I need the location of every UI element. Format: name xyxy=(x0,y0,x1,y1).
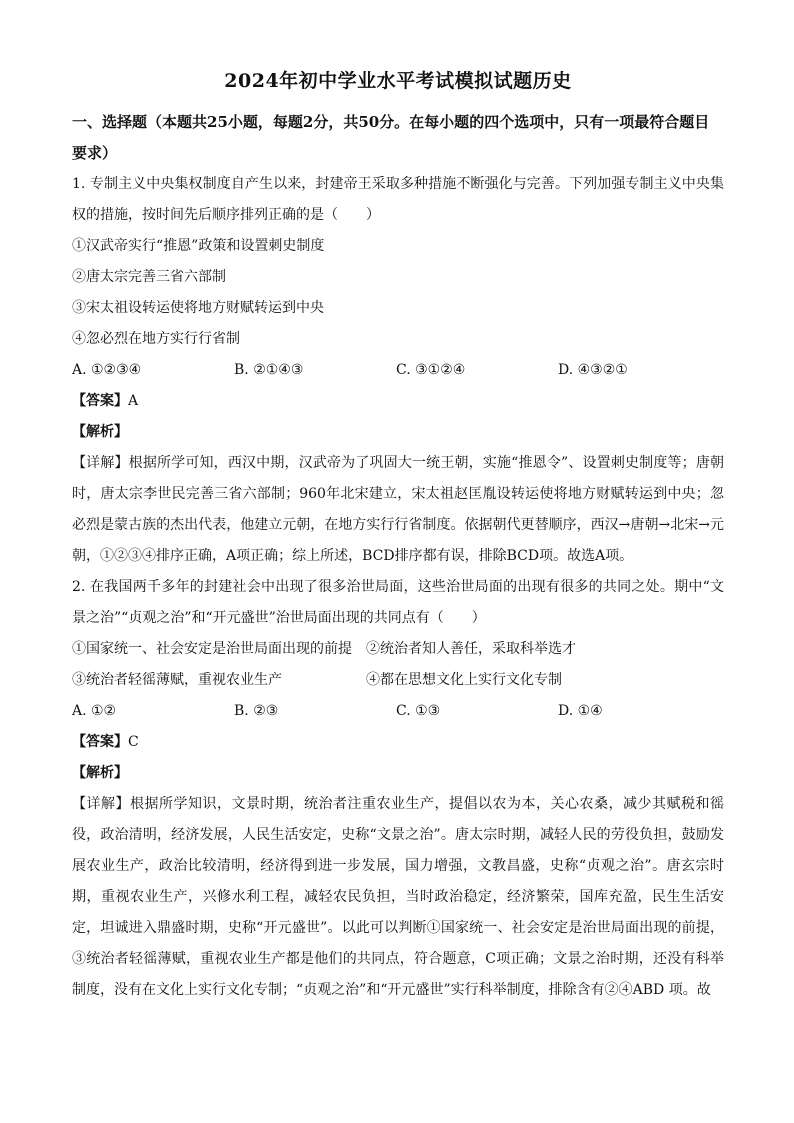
statement-item: ①国家统一、社会安定是治世局面出现的前提 xyxy=(72,641,352,657)
question-1 xyxy=(72,169,724,572)
detail-text: 【详解】根据所学可知，西汉中期，汉武帝为了巩固大一统王朝，实施“推恩令”、设置刺史制度等；唐朝时，唐太宗李世民完善三省六部制；960年北宋建立，宋太祖赵匡胤设转运使将地方财赋转运到中央；忽必烈是蒙古族的杰出代表，他建立元朝，在地方实行行省制度。依据朝代更替顺序，西汉→唐朝→北宋→元朝，①②③④排序正确，A项正确；综上所述，BCD排序都有误，排除BCD项。故选A项。 xyxy=(72,455,724,564)
option-c: C. ③①②④ xyxy=(396,362,466,378)
option-a: A. ①②③④ xyxy=(72,362,142,378)
option-d: D. ④③②① xyxy=(558,362,628,378)
question-2 xyxy=(72,572,724,1006)
section-heading: 一、选择题（本题共25小题，每题2分，共50分。在每小题的四个选项中，只有一项最符合题目要求） xyxy=(72,113,710,162)
answer-line xyxy=(72,727,724,758)
exam-page xyxy=(72,66,724,1006)
statement-item: ④都在思想文化上实行文化专制 xyxy=(366,672,562,688)
option-b: B. ②③ xyxy=(234,703,279,719)
statement-item: ④忽必烈在地方实行行省制 xyxy=(72,331,240,347)
answer-line xyxy=(72,386,724,417)
answer-value: C xyxy=(128,734,139,750)
statement-row xyxy=(72,634,724,665)
analysis-label: 【解析】 xyxy=(72,765,128,781)
answer-label: 【答案】 xyxy=(72,734,128,750)
question-stem: 1. 专制主义中央集权制度自产生以来，封建帝王采取多种措施不断强化与完善。下列加强专制主义中央集权的措施，按时间先后顺序排列正确的是（ ） xyxy=(72,176,724,223)
answer-value: A xyxy=(128,393,139,409)
option-d: D. ①④ xyxy=(558,703,603,719)
question-stem: 2. 在我国两千多年的封建社会中出现了很多治世局面，这些治世局面的出现有很多的共同之处。期中“文景之治”“贞观之治”和“开元盛世”治世局面出现的共同点有（ ） xyxy=(72,579,724,626)
statement-item: ③宋太祖设转运使将地方财赋转运到中央 xyxy=(72,300,324,316)
statement-item: ②统治者知人善任，采取科举选才 xyxy=(366,641,576,657)
statement-row xyxy=(72,665,724,696)
option-b: B. ②①④③ xyxy=(234,362,304,378)
answer-label: 【答案】 xyxy=(72,393,128,409)
answer-options xyxy=(72,355,724,386)
option-a: A. ①② xyxy=(72,703,117,719)
option-c: C. ①③ xyxy=(396,703,441,719)
statement-item: ①汉武帝实行“推恩”政策和设置刺史制度 xyxy=(72,238,325,254)
answer-options xyxy=(72,696,724,727)
statement-item: ②唐太宗完善三省六部制 xyxy=(72,269,226,285)
page-title: 2024年初中学业水平考试模拟试题历史 xyxy=(224,70,572,92)
statement-item: ③统治者轻徭薄赋，重视农业生产 xyxy=(72,672,282,688)
detail-text: 【详解】根据所学知识，文景时期，统治者注重农业生产，提倡以农为本，关心农桑，减少其赋税和徭役，政治清明，经济发展，人民生活安定，史称“文景之治”。唐太宗时期，减轻人民的劳役负担，鼓励发展农业生产，政治比较清明，经济得到进一步发展，国力增强，文教昌盛，史称“贞观之治”。唐玄宗时期，重视农业生产，兴修水利工程，减轻农民负担，当时政治稳定，经济繁荣，国库充盈，民生生活安定，坦诚进入鼎盛时期，史称“开元盛世”。以此可以判断①国家统一、社会安定是治世局面出现的前提，③统治者轻徭薄赋，重视农业生产都是他们的共同点，符合题意，C项正确；文景之治时期，还没有科举制度，没有在文化上实行文化专制；“贞观之治”和“开元盛世”实行科举制度，排除含有②④ABD 项。故 xyxy=(72,796,724,998)
analysis-label: 【解析】 xyxy=(72,424,128,440)
